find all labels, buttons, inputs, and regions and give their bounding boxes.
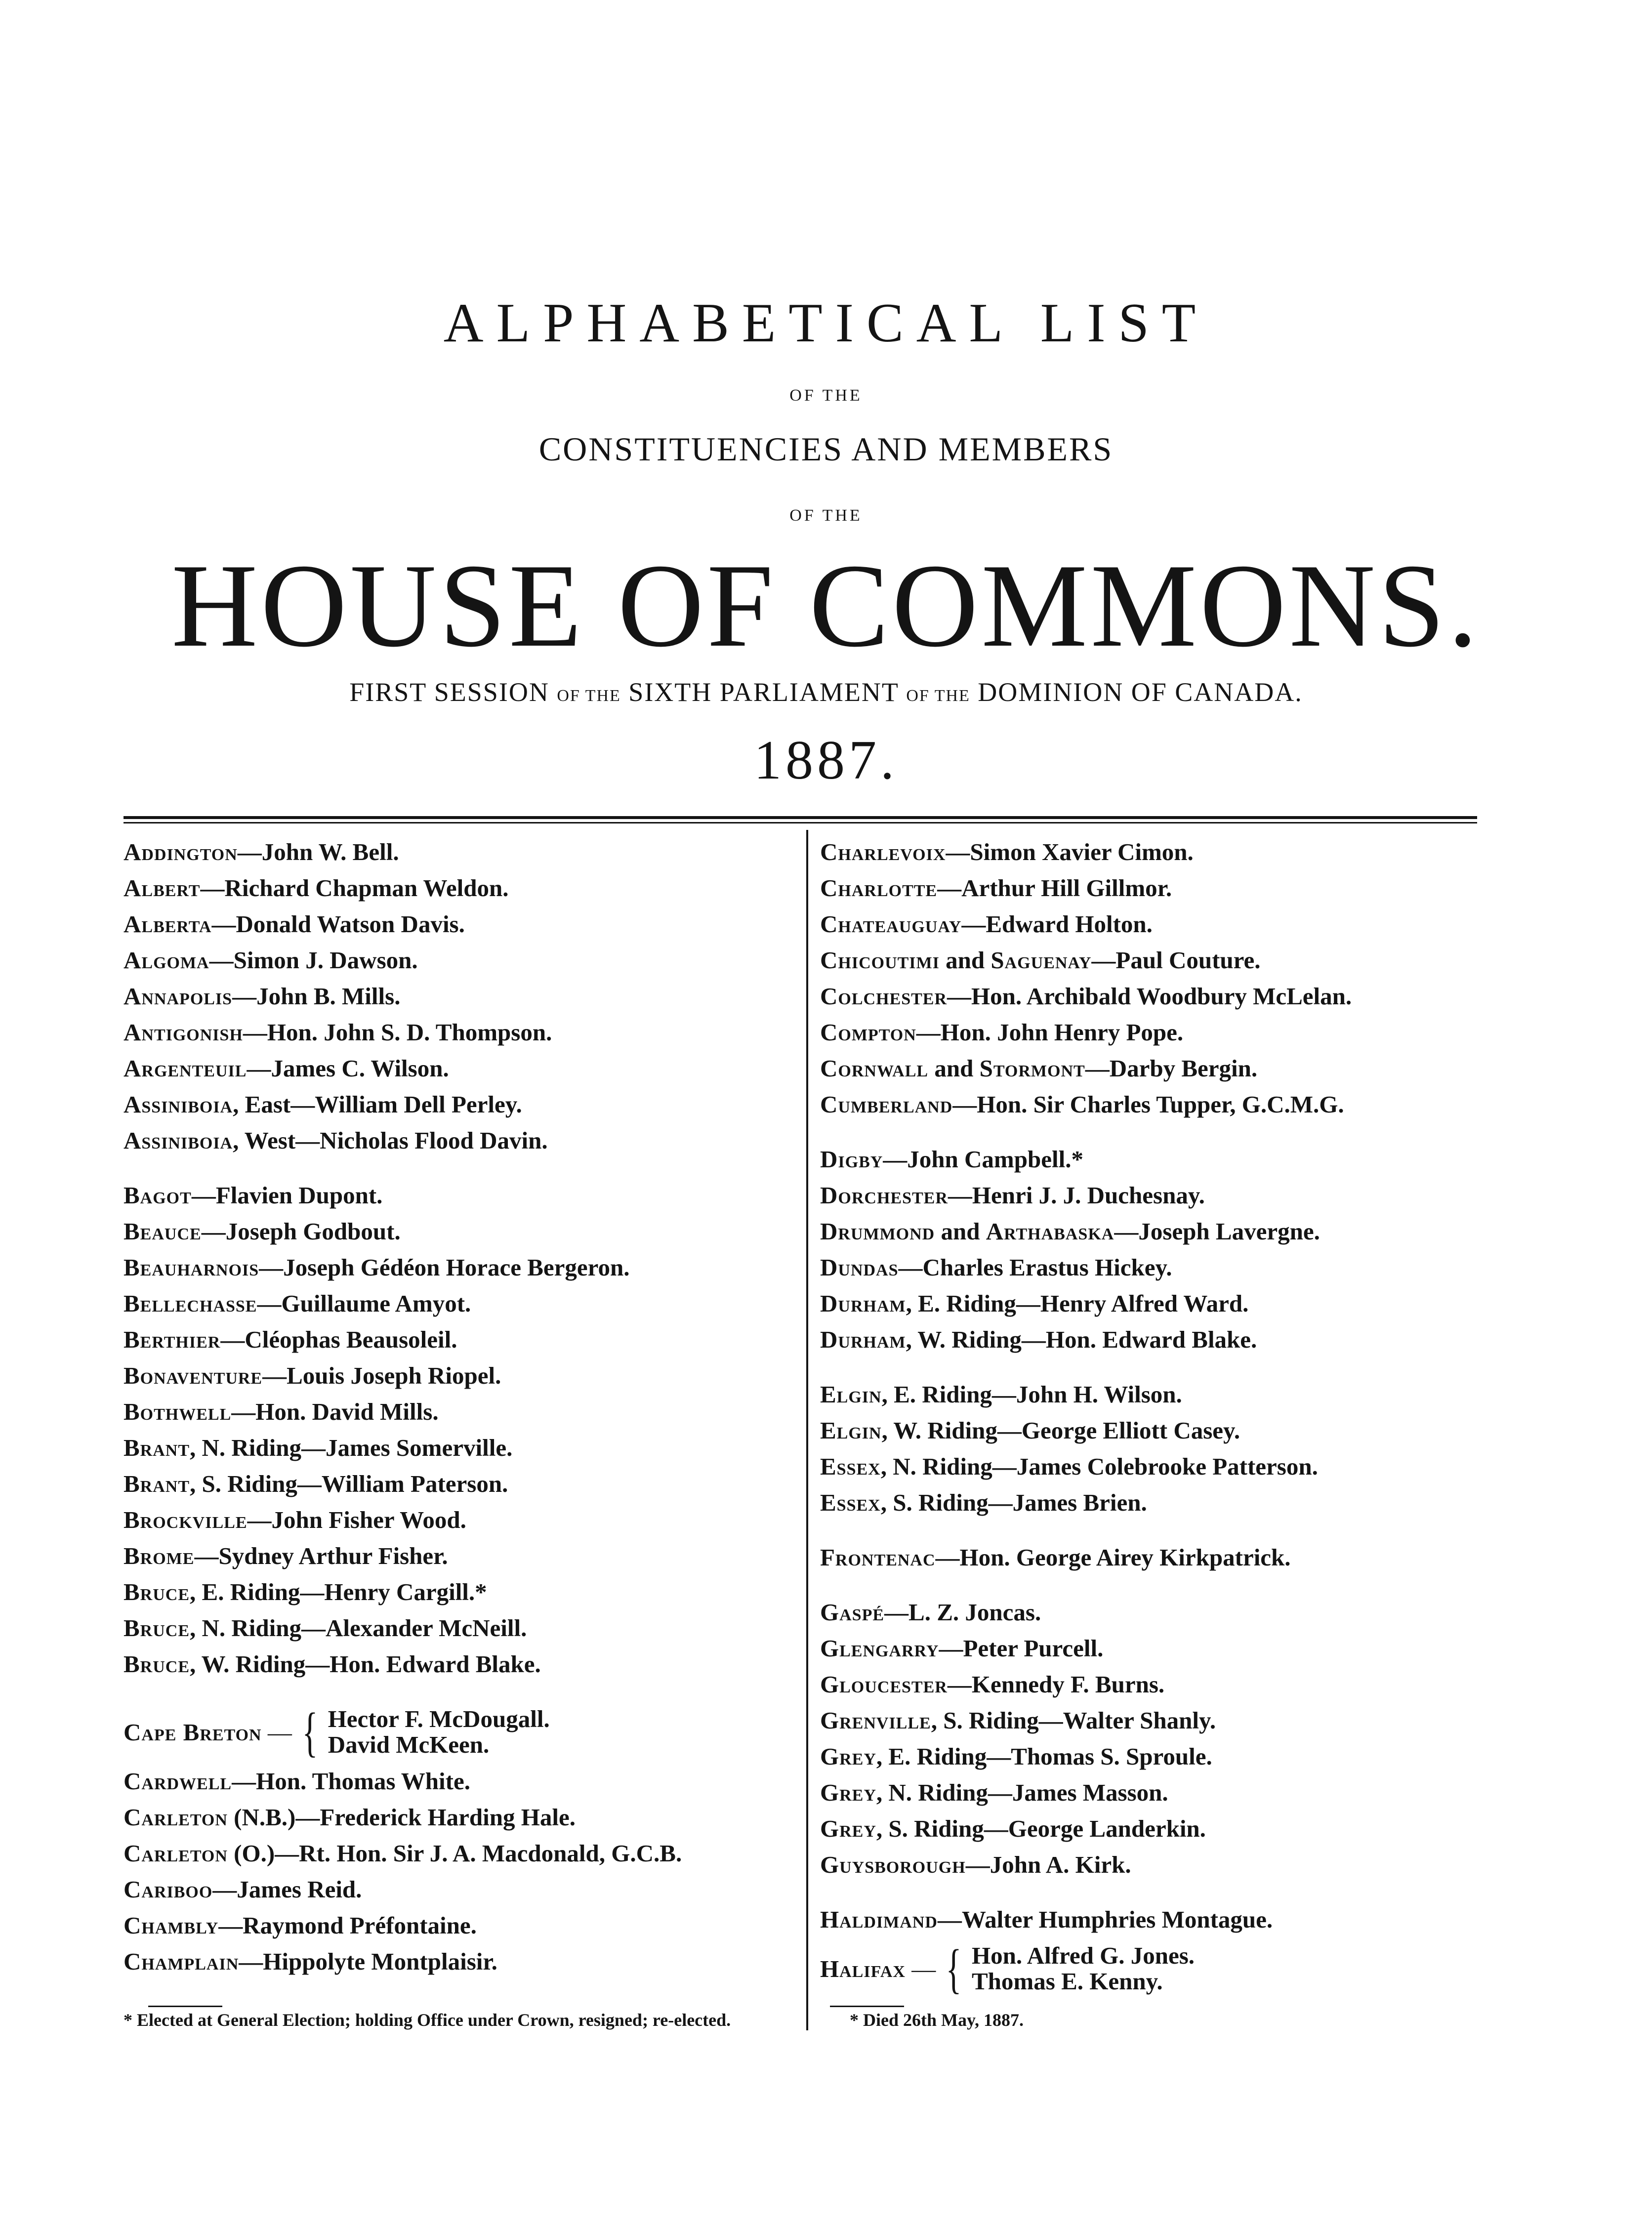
member-text: , S. Riding—James Brien. bbox=[880, 1489, 1147, 1516]
constituency-entry bbox=[820, 1141, 1352, 1177]
constituency-name: Brome bbox=[124, 1542, 195, 1569]
member-text: —Hon. John S. D. Thompson. bbox=[243, 1019, 552, 1046]
constituency-entry bbox=[820, 1847, 1352, 1883]
constituency-entry bbox=[124, 1321, 682, 1358]
divider-rule bbox=[124, 822, 1477, 823]
left-column bbox=[124, 834, 682, 1979]
constituency-name: Carleton bbox=[124, 1804, 228, 1831]
member-text: , E. Riding—John H. Wilson. bbox=[881, 1381, 1182, 1408]
constituency-name: Halifax bbox=[820, 1955, 906, 1982]
member-text: , S. Riding—Walter Shanly. bbox=[931, 1707, 1216, 1734]
member-text: —L. Z. Joncas. bbox=[884, 1599, 1041, 1626]
section-gap bbox=[820, 1122, 1352, 1141]
member-text: —Sydney Arthur Fisher. bbox=[194, 1542, 448, 1569]
constituency-name: Grenville bbox=[820, 1707, 931, 1734]
constituency-entry bbox=[124, 1177, 682, 1213]
footnote-right: * Died 26th May, 1887. bbox=[850, 2010, 1024, 2030]
member-text: —Walter Humphries Montague. bbox=[937, 1906, 1273, 1933]
constituency-entry bbox=[820, 1738, 1352, 1774]
constituency-entry bbox=[124, 978, 682, 1014]
constituency-entry bbox=[820, 1901, 1352, 1937]
member-text: , N. Riding—James Colebrooke Patterson. bbox=[880, 1453, 1318, 1480]
constituency-entry bbox=[124, 1646, 682, 1682]
constituency-name: Carleton bbox=[124, 1840, 228, 1867]
constituency-name: Saguenay bbox=[991, 946, 1092, 974]
constituency-name: Cardwell bbox=[124, 1768, 232, 1795]
member-text: —Charles Erastus Hickey. bbox=[898, 1254, 1172, 1281]
constituency-entry bbox=[820, 1249, 1352, 1285]
constituency-entry bbox=[124, 1466, 682, 1502]
constituency-entry bbox=[820, 1050, 1352, 1086]
constituency-name: Assiniboia bbox=[124, 1127, 233, 1154]
member-name: Hon. Alfred G. Jones. bbox=[972, 1942, 1195, 1969]
column-divider bbox=[806, 830, 808, 2030]
member-text: —Joseph Lavergne. bbox=[1114, 1218, 1320, 1245]
constituency-name: Bruce bbox=[124, 1614, 190, 1642]
member-name: Thomas E. Kenny. bbox=[972, 1968, 1163, 1995]
constituency-name: Chambly bbox=[124, 1912, 219, 1939]
constituency-entry bbox=[820, 1811, 1352, 1847]
member-text: , East—William Dell Perley. bbox=[233, 1091, 522, 1118]
constituency-entry bbox=[820, 834, 1352, 870]
section-gap bbox=[124, 1682, 682, 1701]
constituency-name: Bellechasse bbox=[124, 1290, 257, 1317]
member-text: —Simon Xavier Cimon. bbox=[946, 838, 1194, 865]
constituency-entry bbox=[124, 1538, 682, 1574]
constituency-entry bbox=[124, 1213, 682, 1249]
constituency-entry bbox=[124, 1502, 682, 1538]
member-text: —Joseph Gédéon Horace Bergeron. bbox=[259, 1254, 630, 1281]
member-text: —Peter Purcell. bbox=[939, 1635, 1104, 1662]
constituency-entry bbox=[124, 906, 682, 942]
constituency-name: Cariboo bbox=[124, 1876, 213, 1903]
member-text: —Hon. George Airey Kirkpatrick. bbox=[935, 1544, 1291, 1571]
constituency-name: Grey bbox=[820, 1743, 876, 1770]
member-name: David McKeen. bbox=[328, 1731, 490, 1758]
constituency-entry bbox=[820, 1412, 1352, 1448]
constituency-entry bbox=[124, 942, 682, 978]
member-text: —Hon. Sir Charles Tupper, G.C.M.G. bbox=[952, 1091, 1344, 1118]
subtitle: CONSTITUENCIES AND MEMBERS bbox=[538, 430, 1114, 468]
dash: — bbox=[905, 1955, 936, 1982]
member-text: —Kennedy F. Burns. bbox=[947, 1671, 1165, 1698]
member-text: —Hon. Archibald Woodbury McLelan. bbox=[947, 983, 1352, 1010]
member-text: and bbox=[928, 1055, 980, 1082]
constituency-name: Gloucester bbox=[820, 1671, 948, 1698]
constituency-entry bbox=[124, 1122, 682, 1158]
footnote-left: * Elected at General Election; holding Office under Crown, resigned; re-elected. bbox=[124, 2010, 731, 2030]
constituency-entry bbox=[124, 1835, 682, 1871]
constituency-entry bbox=[124, 1871, 682, 1907]
constituency-name: Elgin bbox=[820, 1381, 882, 1408]
constituency-entry bbox=[820, 1774, 1352, 1811]
divider-rule bbox=[124, 816, 1477, 819]
member-text: —John Campbell.* bbox=[883, 1146, 1083, 1173]
constituency-name: Dundas bbox=[820, 1254, 899, 1281]
constituency-name: Brant bbox=[124, 1470, 190, 1497]
constituency-entry bbox=[124, 1943, 682, 1979]
member-text: , W. Riding—Hon. Edward Blake. bbox=[190, 1650, 541, 1678]
member-text: , S. Riding—William Paterson. bbox=[190, 1470, 508, 1497]
constituency-name: Berthier bbox=[124, 1326, 221, 1353]
member-text: —John Fisher Wood. bbox=[247, 1506, 466, 1533]
constituency-entry bbox=[820, 1630, 1352, 1666]
constituency-entry bbox=[820, 1448, 1352, 1484]
member-text: , W. Riding—George Elliott Casey. bbox=[881, 1417, 1240, 1444]
member-text: , E. Riding—Henry Alfred Ward. bbox=[906, 1290, 1249, 1317]
member-text: and bbox=[935, 1218, 986, 1245]
member-text: , N. Riding—James Masson. bbox=[876, 1779, 1168, 1806]
member-text: —Hon. David Mills. bbox=[231, 1398, 439, 1425]
constituency-name: Bothwell bbox=[124, 1398, 232, 1425]
constituency-entry bbox=[820, 978, 1352, 1014]
member-text: and bbox=[939, 946, 991, 974]
section-gap bbox=[820, 1358, 1352, 1376]
constituency-name: Digby bbox=[820, 1146, 883, 1173]
constituency-entry bbox=[820, 1177, 1352, 1213]
member-text: , E. Riding—Henry Cargill.* bbox=[190, 1578, 487, 1605]
constituency-entry bbox=[124, 1907, 682, 1943]
constituency-entry bbox=[124, 1249, 682, 1285]
member-text: , N. Riding—James Somerville. bbox=[190, 1434, 513, 1461]
member-name: Hector F. McDougall. bbox=[328, 1705, 550, 1732]
member-text: —Henri J. J. Duchesnay. bbox=[948, 1182, 1205, 1209]
session-part: FIRST SESSION bbox=[349, 677, 549, 707]
constituency-name: Durham bbox=[820, 1290, 906, 1317]
constituency-entry bbox=[820, 1938, 1352, 1999]
member-text: —Donald Watson Davis. bbox=[211, 910, 465, 938]
member-text: , S. Riding—George Landerkin. bbox=[876, 1815, 1206, 1842]
constituency-name: Charlotte bbox=[820, 874, 938, 902]
of-the-label: OF THE bbox=[789, 506, 863, 525]
constituency-name: Durham bbox=[820, 1326, 906, 1353]
constituency-entry bbox=[124, 1702, 682, 1762]
year: 1887. bbox=[754, 730, 898, 791]
member-text: , West—Nicholas Flood Davin. bbox=[233, 1127, 548, 1154]
member-lines bbox=[972, 1943, 1195, 1994]
constituency-name: Frontenac bbox=[820, 1544, 936, 1571]
constituency-name: Cumberland bbox=[820, 1091, 953, 1118]
member-text: —Raymond Préfontaine. bbox=[218, 1912, 477, 1939]
constituency-name: Brockville bbox=[124, 1506, 248, 1533]
constituency-name: Cape Breton bbox=[124, 1718, 262, 1746]
constituency-entry bbox=[820, 1285, 1352, 1321]
constituency-entry bbox=[124, 1358, 682, 1394]
member-text: , E. Riding—Thomas S. Sproule. bbox=[876, 1743, 1212, 1770]
constituency-name: Colchester bbox=[820, 983, 948, 1010]
constituency-entry bbox=[820, 1594, 1352, 1630]
member-text: —Guillaume Amyot. bbox=[257, 1290, 471, 1317]
constituency-name: Assiniboia bbox=[124, 1091, 233, 1118]
constituency-name: Dorchester bbox=[820, 1182, 948, 1209]
member-text: —Hon. Thomas White. bbox=[232, 1768, 470, 1795]
constituency-name: Chicoutimi bbox=[820, 946, 940, 974]
constituency-name: Bruce bbox=[124, 1650, 190, 1678]
member-text: —Joseph Godbout. bbox=[201, 1218, 401, 1245]
member-text: —Simon J. Dawson. bbox=[209, 946, 418, 974]
section-gap bbox=[820, 1575, 1352, 1594]
constituency-name: Grey bbox=[820, 1815, 876, 1842]
constituency-name: Glengarry bbox=[820, 1635, 939, 1662]
session-line bbox=[0, 677, 1652, 707]
constituency-name: Haldimand bbox=[820, 1906, 938, 1933]
constituency-name: Arthabaska bbox=[986, 1218, 1115, 1245]
member-text: —Edward Holton. bbox=[961, 910, 1153, 938]
constituency-entry bbox=[820, 1539, 1352, 1575]
constituency-name: Annapolis bbox=[124, 983, 233, 1010]
constituency-entry bbox=[124, 870, 682, 906]
constituency-name: Guysborough bbox=[820, 1851, 966, 1878]
constituency-name: Stormont bbox=[979, 1055, 1085, 1082]
constituency-name: Essex bbox=[820, 1453, 881, 1480]
dash: — bbox=[261, 1718, 292, 1746]
member-lines bbox=[328, 1706, 550, 1758]
constituency-name: Bruce bbox=[124, 1578, 190, 1605]
member-text: —James Reid. bbox=[212, 1876, 362, 1903]
section-gap bbox=[124, 1158, 682, 1177]
right-column bbox=[820, 834, 1352, 2000]
constituency-name: Chateauguay bbox=[820, 910, 962, 938]
constituency-entry bbox=[820, 1213, 1352, 1249]
constituency-name: Charlevoix bbox=[820, 838, 946, 865]
constituency-entry bbox=[124, 1430, 682, 1466]
member-text: (N.B.)—Frederick Harding Hale. bbox=[227, 1804, 576, 1831]
constituency-name: Cornwall bbox=[820, 1055, 929, 1082]
member-text: —Richard Chapman Weldon. bbox=[200, 874, 509, 902]
member-text: —Hon. John Henry Pope. bbox=[916, 1019, 1184, 1046]
constituency-entry bbox=[820, 1376, 1352, 1412]
constituency-entry bbox=[124, 1574, 682, 1610]
member-text: —John A. Kirk. bbox=[965, 1851, 1131, 1878]
constituency-name: Addington bbox=[124, 838, 238, 865]
constituency-name: Antigonish bbox=[124, 1019, 243, 1046]
constituency-entry bbox=[124, 834, 682, 870]
brace-icon: { bbox=[302, 1702, 318, 1762]
member-text: —John W. Bell. bbox=[237, 838, 399, 865]
constituency-name: Drummond bbox=[820, 1218, 935, 1245]
member-text: —Paul Couture. bbox=[1091, 946, 1261, 974]
constituency-entry bbox=[124, 1050, 682, 1086]
of-the-label: OF THE bbox=[789, 386, 863, 405]
constituency-entry bbox=[124, 1610, 682, 1646]
constituency-name: Essex bbox=[820, 1489, 881, 1516]
constituency-name: Grey bbox=[820, 1779, 876, 1806]
constituency-entry bbox=[124, 1086, 682, 1122]
constituency-name: Compton bbox=[820, 1019, 916, 1046]
member-text: —Flavien Dupont. bbox=[191, 1182, 383, 1209]
constituency-name: Gaspé bbox=[820, 1599, 885, 1626]
constituency-name: Algoma bbox=[124, 946, 209, 974]
constituency-name: Alberta bbox=[124, 910, 212, 938]
constituency-entry bbox=[820, 942, 1352, 978]
member-text: —James C. Wilson. bbox=[247, 1055, 449, 1082]
constituency-name: Beauce bbox=[124, 1218, 202, 1245]
member-text: , N. Riding—Alexander McNeill. bbox=[190, 1614, 527, 1642]
member-text: —John B. Mills. bbox=[232, 983, 401, 1010]
member-text: , W. Riding—Hon. Edward Blake. bbox=[906, 1326, 1257, 1353]
session-part: SIXTH PARLIAMENT bbox=[628, 677, 899, 707]
constituency-entry bbox=[820, 906, 1352, 942]
section-gap bbox=[820, 1521, 1352, 1539]
member-text: (O.)—Rt. Hon. Sir J. A. Macdonald, G.C.B. bbox=[227, 1840, 682, 1867]
member-text: —Arthur Hill Gillmor. bbox=[937, 874, 1172, 902]
constituency-entry bbox=[820, 1086, 1352, 1122]
constituency-name: Argenteuil bbox=[124, 1055, 247, 1082]
constituency-entry bbox=[820, 1702, 1352, 1738]
session-part: DOMINION OF CANADA. bbox=[978, 677, 1303, 707]
list-title: ALPHABETICAL LIST bbox=[443, 292, 1209, 354]
constituency-name: Brant bbox=[124, 1434, 190, 1461]
constituency-entry bbox=[820, 1666, 1352, 1702]
constituency-entry bbox=[124, 1799, 682, 1835]
member-text: —Darby Bergin. bbox=[1085, 1055, 1258, 1082]
constituency-name: Bagot bbox=[124, 1182, 192, 1209]
footnote-rule bbox=[148, 2006, 222, 2007]
constituency-entry bbox=[124, 1763, 682, 1799]
brace-icon: { bbox=[946, 1938, 962, 1999]
footnote-rule bbox=[830, 2006, 904, 2007]
member-text: —Louis Joseph Riopel. bbox=[262, 1362, 501, 1389]
member-text: —Cléophas Beausoleil. bbox=[220, 1326, 457, 1353]
constituency-name: Albert bbox=[124, 874, 201, 902]
constituency-name: Bonaventure bbox=[124, 1362, 263, 1389]
constituency-entry bbox=[124, 1285, 682, 1321]
constituency-entry bbox=[124, 1014, 682, 1050]
section-gap bbox=[820, 1883, 1352, 1901]
constituency-entry bbox=[124, 1394, 682, 1430]
house-title: HOUSE OF COMMONS. bbox=[171, 539, 1481, 672]
session-part: OF THE bbox=[906, 687, 970, 705]
constituency-entry bbox=[820, 1484, 1352, 1521]
constituency-entry bbox=[820, 870, 1352, 906]
constituency-name: Beauharnois bbox=[124, 1254, 259, 1281]
constituency-name: Champlain bbox=[124, 1948, 239, 1975]
constituency-name: Elgin bbox=[820, 1417, 882, 1444]
session-part: OF THE bbox=[557, 687, 621, 705]
constituency-entry bbox=[820, 1321, 1352, 1358]
member-text: —Hippolyte Montplaisir. bbox=[239, 1948, 497, 1975]
constituency-entry bbox=[820, 1014, 1352, 1050]
